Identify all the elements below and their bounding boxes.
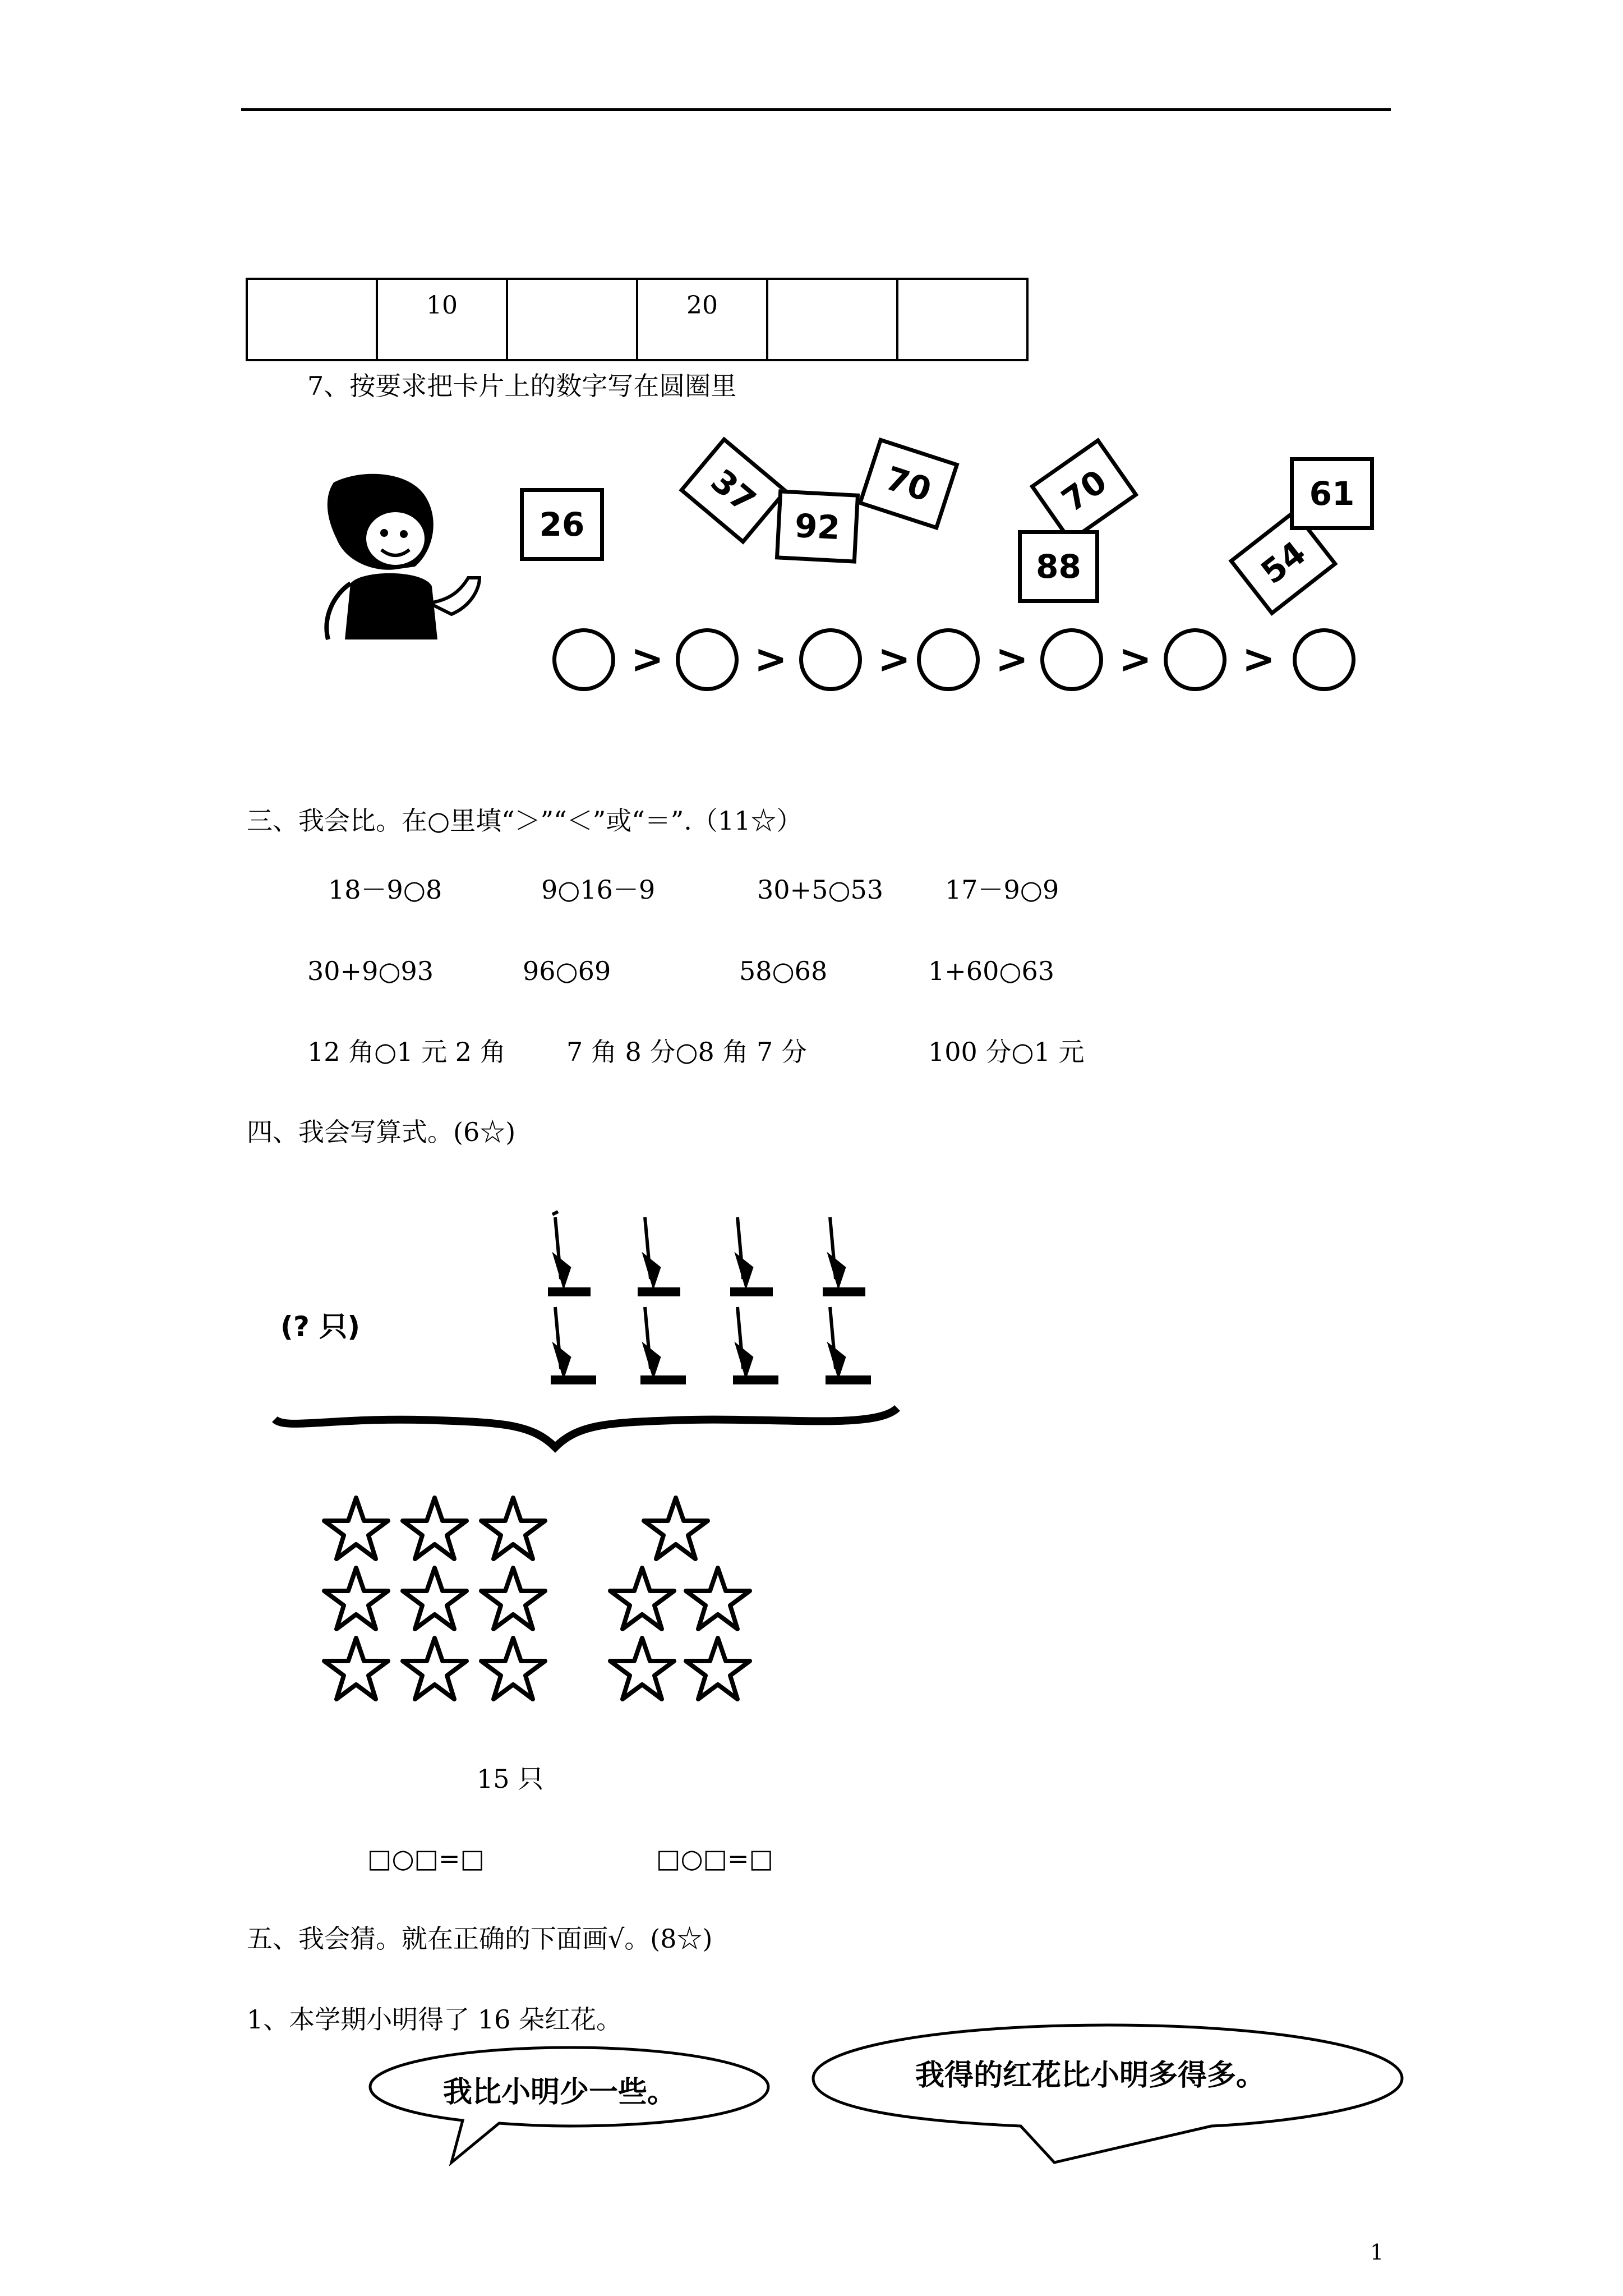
bubble-2-text: 我得的红花比小明多得多。 bbox=[915, 2059, 1266, 2092]
table-cell bbox=[897, 279, 1027, 360]
number-card: 70 bbox=[1030, 438, 1139, 543]
greater-than-sign: > bbox=[631, 636, 664, 682]
question-label: (? 只) bbox=[280, 1310, 361, 1343]
section-5-title: 五、我会猜。就在正确的下面画√。(8☆) bbox=[247, 1924, 713, 1954]
compare-item: 9○16－9 bbox=[541, 875, 656, 905]
compare-item: 30+5○53 bbox=[757, 875, 884, 905]
compare-item: 18－9○8 bbox=[328, 875, 442, 905]
number-card: 70 bbox=[857, 438, 959, 530]
answer-circle[interactable] bbox=[799, 628, 862, 691]
section-4-title: 四、我会写算式。(6☆) bbox=[247, 1117, 516, 1147]
greater-than-sign: > bbox=[1119, 636, 1152, 682]
number-card: 88 bbox=[1018, 530, 1099, 603]
compare-item: 7 角 8 分○8 角 7 分 bbox=[566, 1037, 807, 1067]
number-card: 61 bbox=[1290, 457, 1374, 530]
answer-circle[interactable] bbox=[676, 628, 739, 691]
section-3-title: 三、我会比。在○里填“＞”“＜”或“＝”.（11☆） bbox=[247, 806, 803, 836]
question-1-text: 1、本学期小明得了 16 朵红花。 bbox=[247, 2004, 623, 2035]
equation-blank[interactable]: □○□=□ bbox=[367, 1843, 485, 1874]
page-number: 1 bbox=[1370, 2240, 1384, 2265]
total-label: 15 只 bbox=[477, 1764, 544, 1794]
question-7-text: 7、按要求把卡片上的数字写在圆圈里 bbox=[307, 371, 737, 401]
table-cell: 10 bbox=[377, 279, 507, 360]
compare-item: 17－9○9 bbox=[945, 875, 1059, 905]
number-table bbox=[246, 278, 1029, 361]
answer-circle[interactable] bbox=[1040, 628, 1103, 691]
table-cell: 20 bbox=[637, 279, 767, 360]
answer-circle[interactable] bbox=[1293, 628, 1355, 691]
table-cell bbox=[247, 279, 377, 360]
greater-than-sign: > bbox=[995, 636, 1029, 682]
greater-than-sign: > bbox=[754, 636, 787, 682]
table-cell bbox=[507, 279, 637, 360]
compare-item: 30+9○93 bbox=[307, 956, 434, 986]
compare-item: 96○69 bbox=[523, 956, 611, 986]
brace bbox=[269, 1386, 909, 1458]
star-groups bbox=[317, 1492, 766, 1717]
compare-item: 1+60○63 bbox=[928, 956, 1055, 986]
girl-illustration bbox=[311, 471, 496, 656]
header-rule bbox=[241, 108, 1391, 111]
number-card: 54 bbox=[1228, 509, 1338, 616]
greater-than-sign: > bbox=[878, 636, 911, 682]
answer-circle[interactable] bbox=[1164, 628, 1227, 691]
answer-circle[interactable] bbox=[552, 628, 615, 691]
compare-item: 58○68 bbox=[739, 956, 828, 986]
table-cell bbox=[767, 279, 897, 360]
number-card: 37 bbox=[679, 436, 788, 544]
equation-blank[interactable]: □○□=□ bbox=[656, 1843, 774, 1874]
bubble-1-text: 我比小明少一些。 bbox=[443, 2076, 677, 2109]
number-card: 92 bbox=[775, 489, 860, 563]
compare-item: 100 分○1 元 bbox=[928, 1037, 1085, 1067]
greater-than-sign: > bbox=[1242, 636, 1275, 682]
number-card: 26 bbox=[520, 488, 604, 561]
compare-item: 12 角○1 元 2 角 bbox=[307, 1037, 506, 1067]
answer-circle[interactable] bbox=[917, 628, 980, 691]
